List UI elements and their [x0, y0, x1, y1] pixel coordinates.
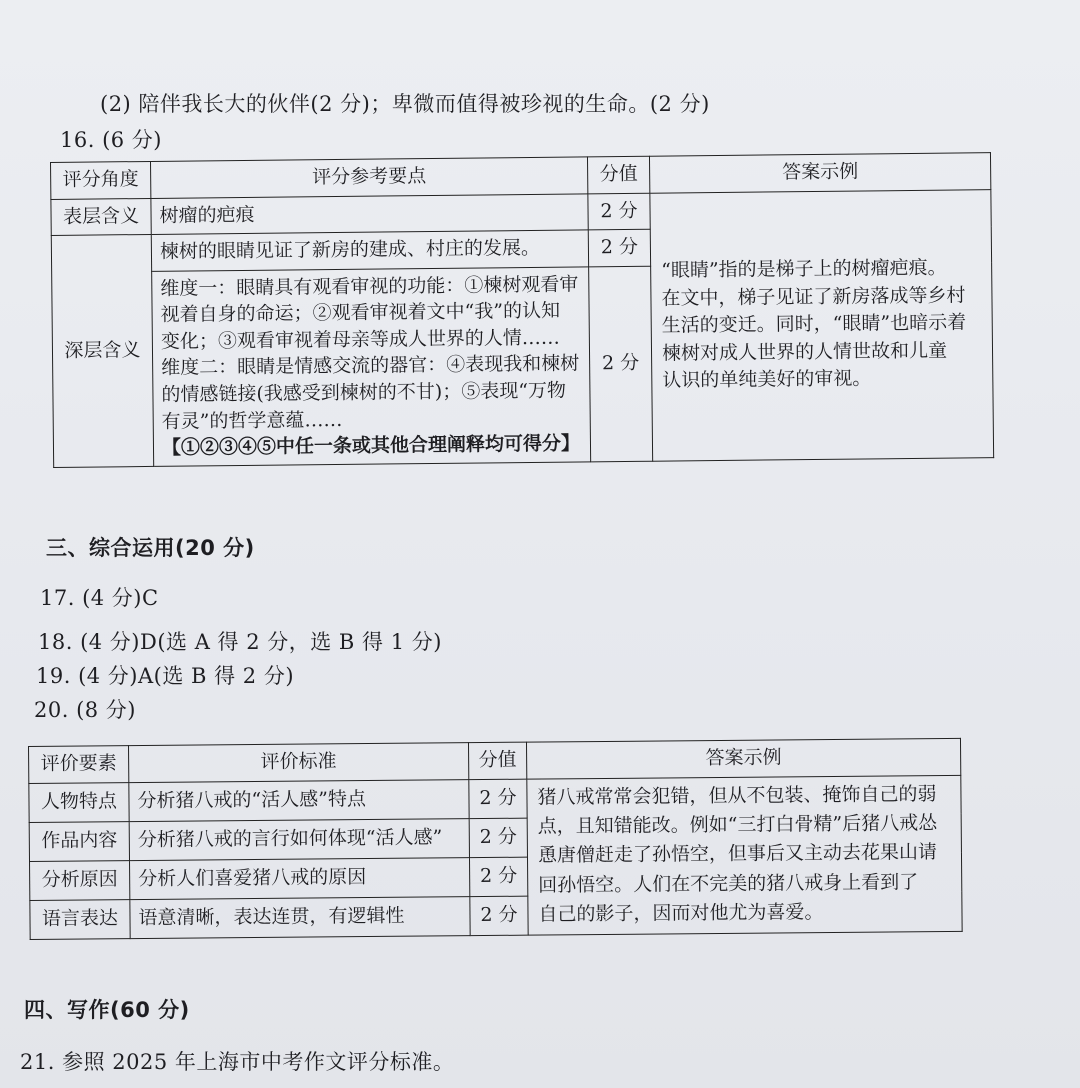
bleed-through-text: [800, 60, 806, 84]
score-deep-2: 2 分: [589, 266, 653, 462]
section-3-heading: 三、综合运用(20 分): [46, 536, 255, 560]
point-line: 维度二：眼睛是情感交流的器官：④表现我和楝树: [161, 352, 580, 380]
header-factor: 评价要素: [29, 746, 129, 783]
factor-cell: 分析原因: [30, 860, 130, 900]
point-line: 有灵”的哲学意蕴……: [161, 408, 343, 433]
header-points: 评分参考要点: [150, 157, 587, 198]
score-surface: 2 分: [588, 193, 650, 230]
q21-answer: 21. 参照 2025 年上海市中考作文评分标准。: [20, 1050, 455, 1074]
answer-line: 生活的变迁。同时，“眼睛”也暗示着: [661, 311, 967, 337]
section-4-heading: 四、写作(60 分): [24, 998, 190, 1022]
answer-example-cell: [527, 775, 962, 935]
answer-line: 回孙悟空。人们在不完美的猪八戒身上看到了: [538, 871, 919, 897]
point-line: 视着自身的命运；②观看审视着文中“我”的认知: [160, 299, 561, 327]
point-deep-2: [152, 267, 591, 467]
answer-line: 认识的单纯美好的审视。: [662, 367, 872, 393]
answer-example-cell: [650, 189, 994, 461]
score-cell: 2 分: [469, 818, 527, 858]
score-cell: 2 分: [469, 857, 527, 897]
answer-line: 自己的影子，因而对他尤为喜爱。: [538, 901, 824, 926]
q17-answer: 17. (4 分)C: [40, 586, 159, 610]
header-angle: 评分角度: [51, 161, 151, 199]
score-cell: 2 分: [469, 779, 527, 819]
q16-scoring-table: [50, 152, 994, 468]
point-deep-1: 楝树的眼睛见证了新房的建成、村庄的发展。: [151, 230, 588, 271]
standard-cell: 分析人们喜爱猪八戒的原因: [130, 857, 470, 899]
point-line: 变化；③观看审视着母亲等成人世界的人情……: [160, 326, 560, 353]
q18-answer: 18. (4 分)D(选 A 得 2 分，选 B 得 1 分): [38, 630, 442, 654]
q19-answer: 19. (4 分)A(选 B 得 2 分): [36, 664, 295, 688]
answer-line: 猪八戒常常会犯错，但从不包装、掩饰自己的弱: [537, 782, 937, 809]
score-deep-1: 2 分: [588, 229, 650, 266]
header-standard: 评价标准: [129, 743, 469, 783]
q20-scoring-table: [28, 738, 963, 940]
answer-line: 在文中，梯子见证了新房落成等乡村: [661, 284, 966, 310]
q15-part2-answer: (2) 陪伴我长大的伙伴(2 分)；卑微而值得被珍视的生命。(2 分): [100, 92, 710, 116]
standard-cell: 分析猪八戒的言行如何体现“活人感”: [129, 818, 469, 860]
factor-cell: 作品内容: [29, 821, 129, 861]
answer-line: 点，且知错能改。例如“三打白骨精”后猪八戒怂: [537, 812, 938, 838]
standard-cell: 分析猪八戒的“活人感”特点: [129, 779, 469, 821]
score-cell: 2 分: [470, 896, 528, 936]
q20-label: 20. (8 分): [34, 698, 136, 722]
answer-line: 恿唐僧赶走了孙悟空，但事后又主动去花果山请: [537, 841, 938, 867]
factor-cell: 语言表达: [30, 899, 130, 939]
header-score: 分值: [587, 156, 649, 193]
point-surface: 树瘤的疤痕: [151, 193, 588, 234]
answer-line: “眼睛”指的是梯子上的树瘤疤痕。: [661, 256, 947, 282]
header-score: 分值: [468, 742, 526, 779]
answer-line: 楝树对成人世界的人情世故和儿童: [661, 339, 948, 365]
table-row: [29, 775, 961, 822]
point-line: 维度一：眼睛具有观看审视的功能：①楝树观看审: [160, 273, 579, 300]
angle-surface: 表层含义: [51, 198, 151, 236]
header-example: 答案示例: [649, 153, 990, 193]
point-line: 的情感链接(我感受到楝树的不甘)；⑤表现“万物: [161, 379, 567, 406]
point-line: 【①②③④⑤中任一条或其他合理阐释均可得分】: [161, 432, 581, 460]
standard-cell: 语意清晰，表达连贯，有逻辑性: [130, 896, 470, 938]
factor-cell: 人物特点: [29, 782, 129, 822]
header-example: 答案示例: [526, 738, 960, 778]
q16-label: 16. (6 分): [60, 128, 162, 152]
angle-deep: 深层含义: [51, 235, 153, 468]
